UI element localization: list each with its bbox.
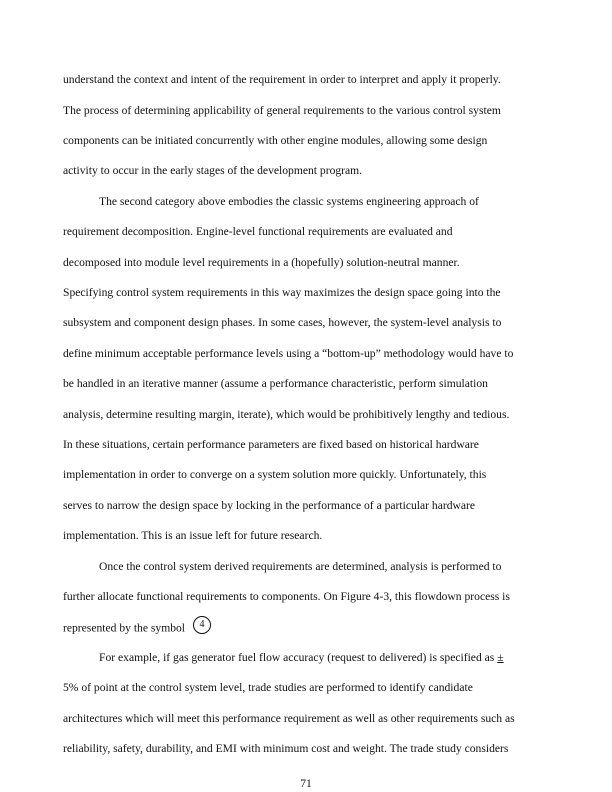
p3-line-3 — [63, 620, 211, 638]
p4-line-1 — [99, 651, 504, 665]
p2-line-5: subsystem and component design phases. In some cases, however, the system-level analysis to — [63, 316, 502, 329]
plus-minus-symbol: ± — [497, 651, 504, 664]
p2-line-12: implementation. This is an issue left for future research. — [63, 529, 323, 542]
p1-line-4: activity to occur in the early stages of the development program. — [63, 164, 363, 177]
p4-line-1-text: For example, if gas generator fuel flow accuracy (request to delivered) is specified as — [99, 651, 495, 664]
p2-line-11: serves to narrow the design space by locking in the performance of a particular hardware — [63, 499, 476, 512]
p2-line-3: decomposed into module level requirements in a (hopefully) solution-neutral manner. — [63, 256, 460, 269]
p3-line-1: Once the control system derived requirements are determined, analysis is performed to — [99, 560, 502, 573]
p3-line-3-text: represented by the symbol — [63, 621, 186, 635]
p4-line-4: reliability, safety, durability, and EMI with minimum cost and weight. The trade study considers — [63, 742, 509, 755]
p4-line-3: architectures which will meet this performance requirement as well as other requirements such as — [63, 712, 515, 725]
flowdown-circle-symbol-icon: 4 — [193, 616, 211, 634]
p2-line-10: implementation in order to converge on a system solution more quickly. Unfortunately, this — [63, 468, 487, 481]
page-number: 71 — [300, 777, 312, 790]
p2-line-4: Specifying control system requirements in this way maximizes the design space going into the — [63, 286, 501, 299]
p2-line-8: analysis, determine resulting margin, iterate), which would be prohibitively lengthy and tedious. — [63, 408, 510, 421]
p4-line-2: 5% of point at the control system level, trade studies are performed to identify candidate — [63, 681, 473, 694]
p2-line-9: In these situations, certain performance parameters are fixed based on historical hardware — [63, 438, 479, 451]
p3-line-2: further allocate functional requirements to components. On Figure 4-3, this flowdown process is — [63, 590, 510, 603]
p2-line-2: requirement decomposition. Engine-level functional requirements are evaluated and — [63, 225, 453, 238]
p1-line-1: understand the context and intent of the requirement in order to interpret and apply it properly. — [63, 73, 501, 86]
p2-line-6: define minimum acceptable performance levels using a “bottom-up” methodology would have to — [63, 347, 514, 360]
p1-line-2: The process of determining applicability of general requirements to the various control system — [63, 104, 501, 117]
p1-line-3: components can be initiated concurrently with other engine modules, allowing some design — [63, 134, 488, 147]
p2-line-7: be handled in an iterative manner (assume a performance characteristic, perform simulation — [63, 377, 488, 390]
p2-line-1: The second category above embodies the classic systems engineering approach of — [99, 195, 479, 208]
